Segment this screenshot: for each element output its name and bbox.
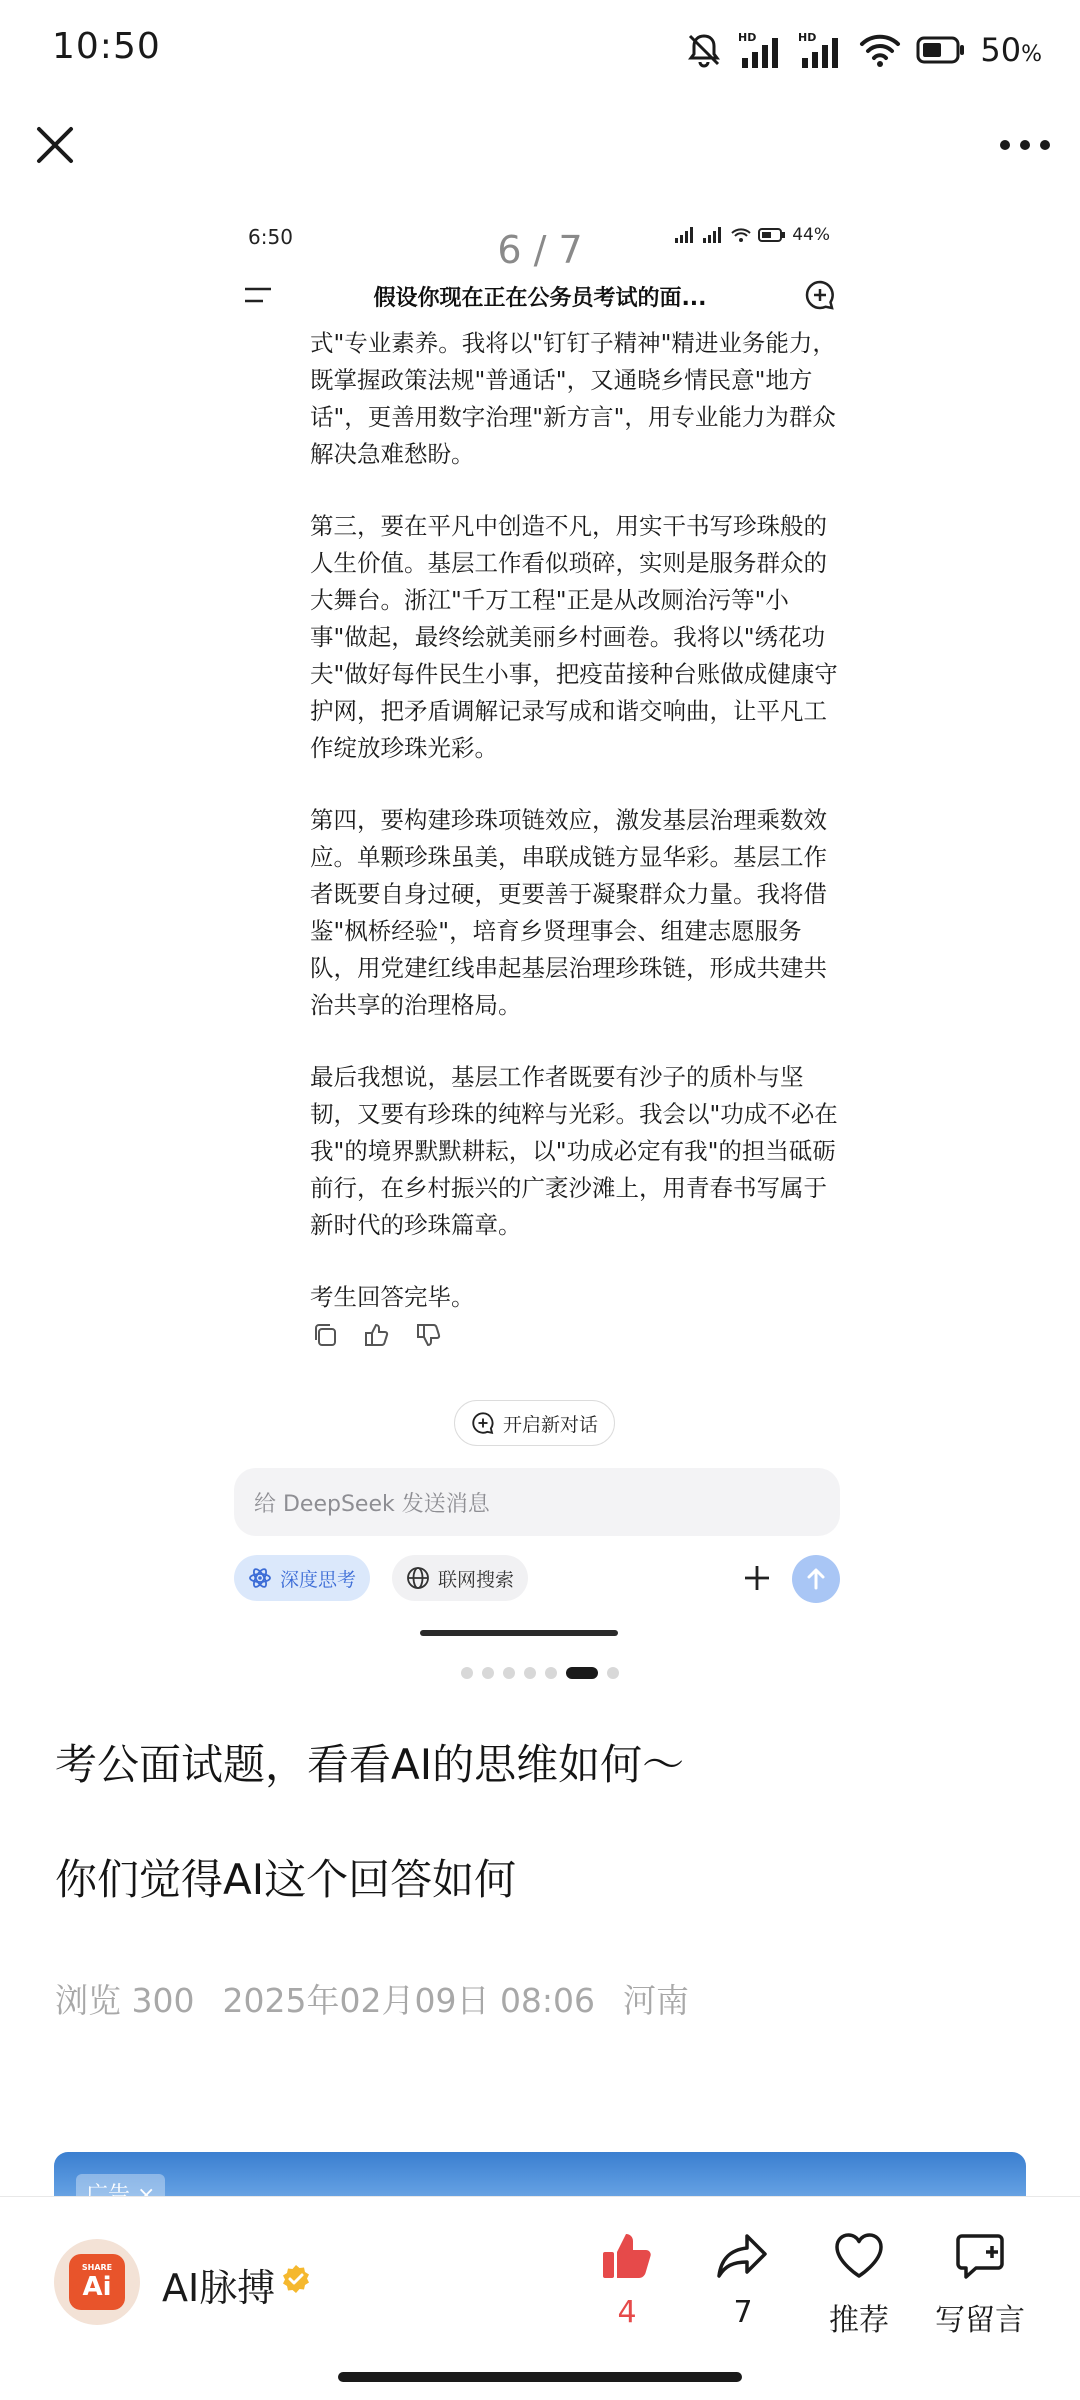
globe-icon	[406, 1566, 430, 1590]
web-search-label: 联网搜索	[438, 1568, 515, 1591]
chat-header	[230, 265, 850, 325]
signal-hd-icon	[738, 30, 784, 70]
status-icons	[684, 28, 1042, 72]
svg-text:HD: HD	[798, 31, 817, 44]
answer-paragraph: 最后我想说，基层工作者既要有沙子的质朴与坚韧，又要有珍珠的纯粹与光彩。我会以"功成不必在我"的境界默默耕耘，以"功成必定有我"的担当砥砺前行，在乡村振兴的广袤沙滩上，用青春书写属于新时代的珍珠篇章。	[310, 1063, 838, 1239]
thumbs-down-button[interactable]	[414, 1320, 444, 1350]
inner-signal-icon	[674, 226, 696, 244]
more-icon	[998, 138, 1052, 152]
ai-answer	[310, 325, 840, 1334]
new-dialog-button[interactable]	[454, 1400, 615, 1446]
thumbs-up-filled-icon	[599, 2228, 655, 2284]
carousel-dot[interactable]	[503, 1667, 515, 1679]
menu-icon	[243, 285, 273, 305]
attach-button[interactable]	[738, 1559, 776, 1597]
new-dialog-label: 开启新对话	[503, 1413, 599, 1436]
inner-battery-percent: 44%	[792, 225, 830, 245]
comment-label: 写留言	[935, 2303, 1025, 2338]
more-button[interactable]	[990, 112, 1060, 178]
like-count: 4	[617, 2295, 637, 2330]
inner-status-bar	[230, 215, 850, 265]
like-button[interactable]	[572, 2225, 682, 2330]
deep-think-toggle[interactable]	[234, 1555, 370, 1601]
page-counter: 6 / 7	[497, 228, 583, 272]
thumbs-down-icon	[416, 1322, 442, 1348]
carousel-dots	[0, 1667, 1080, 1679]
answer-paragraph: 第三，要在平凡中创造不凡，用实干书写珍珠般的人生价值。基层工作看似琐碎，实则是服务群众的大舞台。浙江"千万工程"正是从改厕治污等"小事"做起，最终绘就美丽乡村画卷。我将以"绣花功夫"做好每件民生小事，把疫苗接种台账做成健康守护网，把矛盾调解记录写成和谐交响曲，让平凡工作绽放珍珠光彩。	[310, 512, 838, 762]
wifi-icon	[858, 30, 902, 70]
inner-battery-icon	[758, 227, 786, 243]
chat-new-button[interactable]	[802, 277, 838, 313]
post-date: 2025年02月09日 08:06	[222, 1981, 596, 2020]
comment-button[interactable]	[920, 2225, 1040, 2339]
inner-home-indicator	[420, 1630, 618, 1636]
share-count: 7	[733, 2295, 753, 2330]
post-body: 你们觉得AI这个回答如何	[55, 1855, 517, 1904]
new-chat-icon	[471, 1411, 495, 1435]
carousel-dot[interactable]	[524, 1667, 536, 1679]
copy-button[interactable]	[310, 1320, 340, 1350]
heart-icon	[831, 2228, 887, 2284]
author-name[interactable]: AI脉搏	[162, 2266, 276, 2310]
message-input[interactable]	[234, 1468, 840, 1536]
battery-percent: 50%	[980, 31, 1042, 69]
share-arrow-icon	[715, 2228, 771, 2284]
home-indicator	[338, 2372, 742, 2382]
top-nav	[0, 100, 1080, 190]
answer-paragraph: 第四，要构建珍珠项链效应，激发基层治理乘数效应。单颗珍珠虽美，串联成链方显华彩。基层工作者既要自身过硬，更要善于凝聚群众力量。我将借鉴"枫桥经验"，培育乡贤理事会、组建志愿服务队，用党建红线串起基层治理珍珠链，形成共建共治共享的治理格局。	[310, 806, 827, 1019]
inner-wifi-icon	[730, 226, 752, 244]
author-logo: SHARE Ai	[69, 2254, 125, 2310]
chat-tools	[234, 1555, 840, 1603]
carousel-dot[interactable]	[482, 1667, 494, 1679]
comment-add-icon	[952, 2228, 1008, 2284]
plus-icon	[742, 1563, 772, 1593]
answer-paragraph: 考生回答完毕。	[310, 1283, 475, 1311]
post-views: 浏览 300	[55, 1981, 195, 2020]
answer-paragraph: 式"专业素养。我将以"钉钉子精神"精进业务能力，既掌握政策法规"普通话"，又通晓乡情民意"地方话"，更善用数字治理"新方言"，用专业能力为群众解决急难愁盼。	[310, 329, 836, 468]
status-bar	[0, 0, 1080, 100]
thumbs-up-button[interactable]	[362, 1320, 392, 1350]
battery-icon	[916, 35, 966, 65]
inner-status-time: 6:50	[248, 225, 293, 249]
answer-feedback	[310, 1320, 444, 1350]
atom-icon	[248, 1566, 272, 1590]
author-avatar[interactable]	[54, 2239, 140, 2325]
status-time: 10:50	[52, 26, 161, 67]
image-slide[interactable]	[230, 215, 850, 1645]
chat-title: 假设你现在正在公务员考试的面...	[373, 286, 707, 311]
web-search-toggle[interactable]	[392, 1555, 528, 1601]
signal-hd-icon-2	[798, 30, 844, 70]
carousel-dot[interactable]	[545, 1667, 557, 1679]
carousel-dot[interactable]	[607, 1667, 619, 1679]
deep-think-label: 深度思考	[280, 1568, 357, 1591]
close-button[interactable]	[22, 112, 88, 178]
post-title: 考公面试题，看看AI的思维如何～	[55, 1740, 685, 1789]
recommend-label: 推荐	[829, 2303, 889, 2338]
inner-signal-icon-2	[702, 226, 724, 244]
verified-badge-icon	[280, 2263, 312, 2299]
mute-bell-icon	[684, 30, 724, 70]
carousel-dot-active[interactable]	[566, 1667, 598, 1679]
thumbs-up-icon	[364, 1322, 390, 1348]
carousel-dot[interactable]	[461, 1667, 473, 1679]
post-meta	[55, 1975, 1035, 2022]
svg-text:HD: HD	[738, 31, 757, 44]
send-button[interactable]	[792, 1555, 840, 1603]
message-placeholder: 给 DeepSeek 发送消息	[254, 1491, 490, 1517]
post-location: 河南	[623, 1981, 690, 2020]
close-icon	[35, 125, 75, 165]
arrow-up-icon	[803, 1566, 829, 1592]
new-chat-icon	[804, 279, 836, 311]
chat-menu-button[interactable]	[240, 277, 276, 313]
bottom-action-bar	[0, 2196, 1080, 2400]
copy-icon	[312, 1322, 338, 1348]
share-button[interactable]	[688, 2225, 798, 2330]
inner-status-icons	[674, 225, 830, 245]
recommend-button[interactable]	[804, 2225, 914, 2339]
